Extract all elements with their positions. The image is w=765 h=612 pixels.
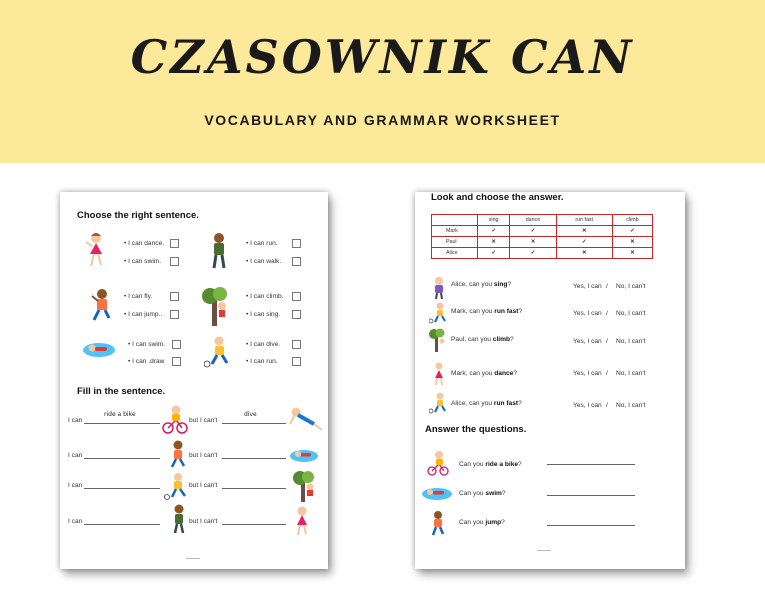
page-footer-mark	[537, 550, 551, 551]
worksheet-right	[415, 192, 685, 569]
answer-no-option[interactable]: No, I can't	[616, 370, 646, 377]
answer-yes-option[interactable]: Yes, I can	[573, 402, 602, 409]
boy-running-icon	[429, 392, 447, 414]
answer-separator: /	[606, 283, 608, 290]
boy-jumping-icon	[168, 440, 188, 468]
answer-line[interactable]	[222, 423, 286, 424]
boy-jumping-icon	[429, 510, 447, 536]
check-mark-icon: ✓	[478, 226, 510, 237]
answer-line[interactable]	[84, 488, 160, 489]
answer-checkbox[interactable]	[292, 257, 301, 266]
answer-no-option[interactable]: No, I can't	[616, 310, 646, 317]
boy-running-icon	[164, 472, 188, 500]
girl-dancing-icon	[292, 506, 312, 536]
i-can-label: I can	[68, 518, 83, 525]
option-text: • I can dive.	[246, 341, 281, 348]
cross-mark-icon: ✕	[612, 237, 652, 248]
boy-climbing-tree-icon	[290, 470, 318, 502]
check-mark-icon: ✓	[556, 237, 612, 248]
page-subtitle: VOCABULARY AND GRAMMAR WORKSHEET	[204, 112, 561, 128]
but-i-cant-label: but I can't	[189, 452, 218, 459]
answer-no-option[interactable]: No, I can't	[616, 283, 646, 290]
option-text: • I can dance.	[124, 240, 165, 247]
section-title-look: Look and choose the answer.	[431, 192, 564, 203]
answer-checkbox[interactable]	[170, 292, 179, 301]
option-text: • I can .draw	[128, 358, 165, 365]
abilities-table	[431, 214, 653, 259]
cross-mark-icon: ✕	[478, 237, 510, 248]
column-header: dance	[510, 215, 556, 226]
option-text: • I can swim.	[124, 258, 162, 265]
section-title-answer: Answer the questions.	[425, 424, 527, 435]
answer-checkbox[interactable]	[170, 310, 179, 319]
answer-checkbox[interactable]	[172, 357, 181, 366]
row-name: Paul	[432, 237, 478, 248]
check-mark-icon: ✓	[612, 226, 652, 237]
table-header-row	[432, 215, 653, 226]
boy-climbing-tree-icon	[427, 328, 447, 352]
answer-checkbox[interactable]	[292, 292, 301, 301]
answer-checkbox[interactable]	[292, 239, 301, 248]
answer-yes-option[interactable]: Yes, I can	[573, 283, 602, 290]
answer-separator: /	[606, 310, 608, 317]
answer-line[interactable]	[547, 464, 635, 465]
boy-diving-icon	[288, 404, 324, 432]
answer-line[interactable]	[84, 524, 160, 525]
boy-jumping-icon	[90, 288, 114, 324]
girl-riding-bike-icon	[162, 404, 188, 434]
answer-line[interactable]	[222, 524, 286, 525]
option-text: • I can run.	[246, 240, 278, 247]
check-mark-icon: ✓	[510, 248, 556, 259]
column-header: climb	[612, 215, 652, 226]
section-title-fill: Fill in the sentence.	[77, 386, 166, 397]
answer-yes-option[interactable]: Yes, I can	[573, 338, 602, 345]
boy-swimming-icon	[289, 447, 319, 463]
question-text: Mark, can you dance?	[451, 370, 517, 377]
check-mark-icon: ✓	[478, 248, 510, 259]
section-title-choose: Choose the right sentence.	[77, 210, 199, 221]
i-can-label: I can	[68, 452, 83, 459]
answer-line[interactable]	[547, 525, 635, 526]
question-text: Alice, can you sing?	[451, 281, 512, 288]
answer-checkbox[interactable]	[170, 239, 179, 248]
boy-swimming-icon	[421, 485, 453, 501]
option-text: • I can fly.	[124, 293, 153, 300]
option-text: • I can sing.	[246, 311, 281, 318]
answer-checkbox[interactable]	[292, 357, 301, 366]
answer-checkbox[interactable]	[292, 340, 301, 349]
check-mark-icon: ✓	[510, 226, 556, 237]
cross-mark-icon: ✕	[510, 237, 556, 248]
boy-walking-icon	[208, 232, 230, 270]
girl-dancing-icon	[431, 362, 447, 386]
answer-line[interactable]	[222, 488, 286, 489]
question-text: Alice, can you run fast?	[451, 400, 522, 407]
page-title: CZASOWNIK CAN	[130, 30, 635, 84]
girl-dancing-icon	[84, 232, 108, 268]
question-text: Paul, can you climb?	[451, 336, 514, 343]
answer-line[interactable]	[547, 495, 635, 496]
option-text: • I can climb.	[246, 293, 284, 300]
table-row	[432, 237, 653, 248]
boy-climbing-tree-icon	[198, 286, 232, 326]
answer-no-option[interactable]: No, I can't	[616, 402, 646, 409]
worksheet-left	[60, 192, 328, 569]
but-i-cant-label: but I can't	[189, 518, 218, 525]
answer-yes-option[interactable]: Yes, I can	[573, 310, 602, 317]
table-row	[432, 248, 653, 259]
answer-yes-option[interactable]: Yes, I can	[573, 370, 602, 377]
answer-checkbox[interactable]	[292, 310, 301, 319]
i-can-label: I can	[68, 417, 83, 424]
but-i-cant-label: but I can't	[189, 417, 218, 424]
row-name: Mark	[432, 226, 478, 237]
boy-running-icon	[429, 302, 447, 324]
cross-mark-icon: ✕	[556, 248, 612, 259]
question-text: Can you jump?	[459, 519, 505, 526]
option-text: • I can jump..	[124, 311, 163, 318]
answer-separator: /	[606, 338, 608, 345]
girl-riding-bike-icon	[427, 450, 449, 476]
column-header: sing	[478, 215, 510, 226]
answer-checkbox[interactable]	[170, 257, 179, 266]
i-can-label: I can	[68, 482, 83, 489]
answer-line[interactable]	[84, 423, 160, 424]
answer-line[interactable]	[84, 458, 160, 459]
row-name: Alice	[432, 248, 478, 259]
example-answer: ride a bike	[104, 411, 136, 418]
answer-line[interactable]	[222, 458, 286, 459]
cross-mark-icon: ✕	[556, 226, 612, 237]
but-i-cant-label: but I can't	[189, 482, 218, 489]
option-text: • I can swim.	[128, 341, 166, 348]
question-text: Can you ride a bike?	[459, 461, 522, 468]
option-text: • I can walk.	[246, 258, 282, 265]
answer-separator: /	[606, 402, 608, 409]
example-answer: dive	[244, 411, 257, 418]
table-corner-cell	[432, 215, 478, 226]
header-banner	[0, 0, 765, 163]
girl-singing-icon	[431, 276, 447, 300]
boy-swimming-icon	[82, 340, 116, 358]
column-header: run fast	[556, 215, 612, 226]
option-text: • I can run.	[246, 358, 278, 365]
cross-mark-icon: ✕	[612, 248, 652, 259]
question-text: Mark, can you run fast?	[451, 308, 523, 315]
page-footer-mark	[186, 558, 200, 559]
boy-walking-icon	[170, 504, 188, 534]
boy-running-icon	[204, 336, 230, 368]
answer-no-option[interactable]: No, I can't	[616, 338, 646, 345]
question-text: Can you swim?	[459, 490, 506, 497]
table-row	[432, 226, 653, 237]
answer-checkbox[interactable]	[172, 340, 181, 349]
answer-separator: /	[606, 370, 608, 377]
